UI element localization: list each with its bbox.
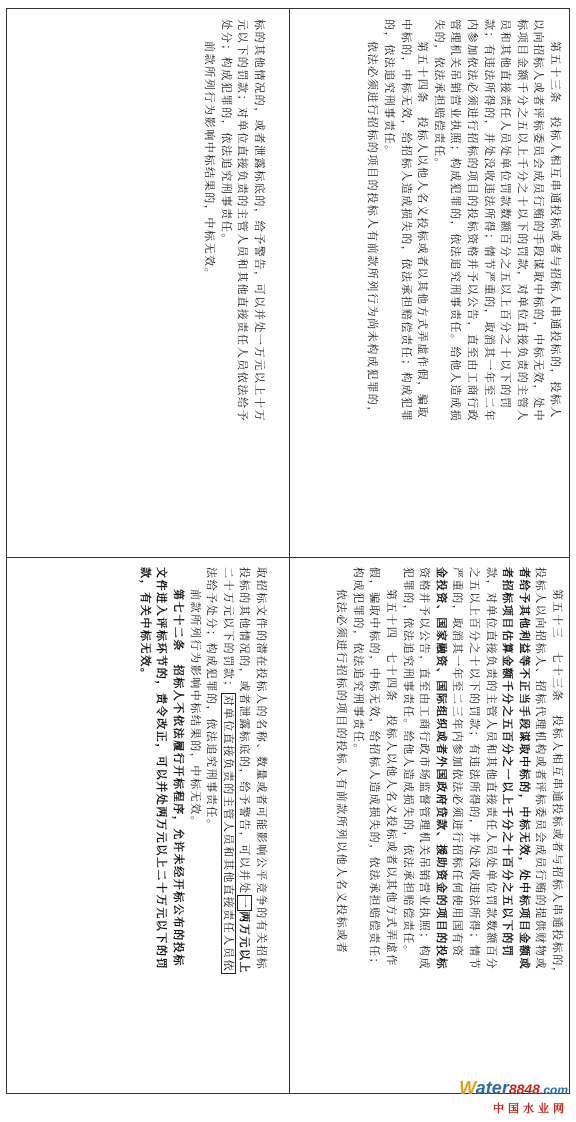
text-line: 以向招标人或者评标委员会成员行贿的手段谋取中标的，中标无效，处中 — [532, 19, 546, 423]
boxed-text: 一 — [238, 896, 252, 910]
text-span: 投标的其他情况的，或者泄露标底的，给予警告，可以并处 — [238, 567, 252, 895]
text-line: 之五以上百分之十以下的罚款；有违法所得的，并处没收违法所得；情节 — [468, 567, 482, 971]
text-line: 资格并予以公告，直至由工商行政市场监督管理机关吊销营业执照；构成 — [418, 567, 432, 971]
text-line: 款，有关中标无效。 — [138, 567, 152, 681]
boxed-text: 对单位直接负责的主管人员和其他直接责任人员依 — [221, 695, 235, 973]
logo-wordmark — [459, 1078, 568, 1100]
top-right-text — [288, 9, 569, 556]
text-line: 严重的，取消其一年至二三年内参加依法必须进行招标任何使用国有资 — [451, 567, 465, 958]
text-line: 文件进入评标环节的，责令改正，可以并处两万元以上二十万元以下的罚 — [155, 567, 169, 971]
text-line: 员和其他直接责任人员处单位罚款数额百分之五以上百分之十以下的罚 — [499, 19, 513, 410]
text-line: 第七十二条 招标人不依法履行开标程序，允许未经开标公布的投标 — [172, 589, 186, 967]
text-line: 失的，依法承担赔偿责任。 — [432, 19, 446, 171]
text-line: 中标的，中标无效，给招标人造成损失的，依法承担赔偿责任；构成犯罪 — [399, 19, 413, 423]
water8848-logo — [459, 1078, 568, 1116]
bottom-left-text — [7, 557, 287, 1093]
bottom-right-cell — [288, 557, 569, 1093]
text-line: 第五十三 七十三条 投标人相互串通投标或者与招标人串通投标的， — [551, 589, 564, 980]
top-left-cell — [7, 9, 287, 556]
logo-number: 8848 — [508, 1081, 540, 1097]
text-line: 前款所列行为影响中标结果的，中标无效。 — [188, 589, 202, 829]
top-right-cell — [288, 9, 569, 556]
text-line: 标项目金额千分之五以上千分之十以下的罚款，对单位直接负责的主管人 — [515, 19, 529, 423]
text-line: 者给予其他利益等不正当手段谋取中标的，中标无效，处中标项目金额或 — [517, 567, 531, 971]
text-line: 假，骗取中标的，中标无效，给招标人造成损失的，依法承担赔偿责任； — [368, 567, 382, 971]
text-line: 处分；构成犯罪的，依法追究刑事责任。 — [219, 19, 233, 246]
text-line: 者招标项目估算金额千分之五百分之一以上千分之十百分之五以下的罚 — [501, 567, 515, 958]
text-line: 投标人以向招标人、招标代理机构或者评标委员会成员行贿的提供财物或 — [534, 567, 548, 971]
text-line: 依法必须进行招标的项目的投标人有前款所列行为尚未构成犯罪的， — [366, 41, 380, 419]
text-line: 前款所列行为影响中标结果的，中标无效。 — [203, 41, 217, 281]
text-line: 的，依法追究刑事责任。 — [383, 19, 397, 158]
logo-subtitle: 中国水业网 — [493, 1102, 568, 1115]
bottom-left-cell — [7, 557, 287, 1093]
text-line: 第五十四条 投标人以他人名义投标或者以其他方式弄虚作假，骗取 — [416, 41, 430, 419]
text-line — [219, 567, 236, 1083]
text-line: 构成犯罪的，依法追究刑事责任。 — [351, 567, 365, 756]
bottom-right-text — [288, 557, 569, 1093]
logo-domain: .com — [539, 1083, 568, 1097]
text-span: 二十万元以下的罚款； — [221, 567, 235, 693]
text-line: 管理机关吊销营业执照；构成犯罪的，依法追究刑事责任。给他人造成损 — [449, 19, 463, 423]
logo-letter: W — [459, 1078, 476, 1098]
text-line: 依法必须进行招标的项目的投标人有前款所列以他人名义投标或者 — [335, 589, 349, 955]
text-line: 标的其他情况的，或者泄露标底的，给予警告，可以并处一万元以上十万 — [253, 19, 266, 423]
text-line: 犯罪的，依法追究刑事责任。给他人造成损失的，依法承担赔偿责任。 — [401, 567, 415, 958]
top-left-text — [7, 9, 287, 556]
text-line: 第五十四 七十四条 投标人以他人名义投标或者以其他方式弄虚作 — [385, 589, 399, 967]
text-line: 第五十三条 投标人相互串通投标或者与招标人串通投标的，投标人 — [549, 41, 562, 419]
logo-word: ater — [475, 1078, 509, 1098]
text-line: 元以下的罚款；对单位直接负责的主管人员和其他直接责任人员依法给予 — [236, 19, 250, 423]
text-line: 取招标文件的潜在投标人的名称、数量或者可能影响公平竞争的有关招标 — [255, 567, 268, 971]
bold-text: 两万元以上 — [238, 911, 252, 975]
text-line: 内参加依法必须进行招标的项目的投标资格并予以公告，直至由工商行政 — [466, 19, 480, 423]
text-line: 款，对单位直接负责的主管人员和其他直接责任人员处单位罚款数额百分 — [484, 567, 498, 971]
text-line: 法给予处分；构成犯罪的，依法追究刑事责任。 — [205, 567, 219, 832]
text-line — [236, 567, 253, 1083]
text-line: 金投资、国家融资、国际组织或者外国政府贷款、援助资金的项目的投标 — [434, 567, 448, 971]
text-line: 款；有违法所得的，并处没收违法所得；情节严重的，取消其一年至二年 — [482, 19, 496, 423]
